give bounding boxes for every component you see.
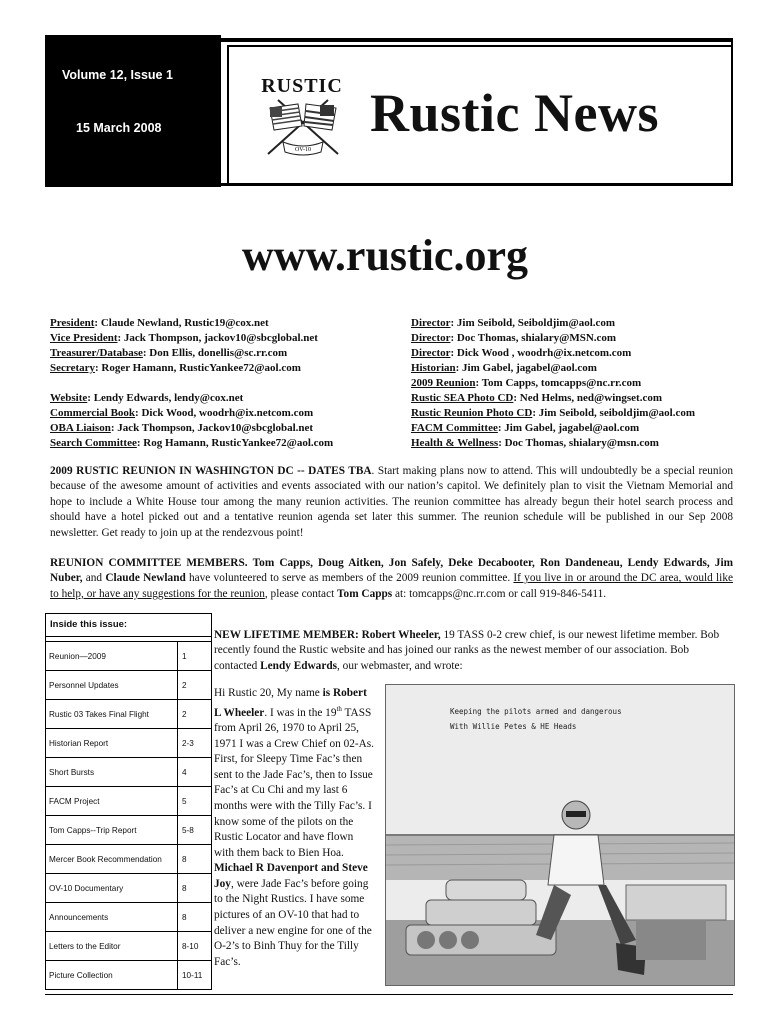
- lifetime-contact: Lendy Edwards: [260, 659, 338, 672]
- masthead-rule: [227, 45, 229, 183]
- toc-page: 2-3: [182, 738, 194, 748]
- officer-role: Secretary: [50, 362, 95, 374]
- toc-row: [46, 642, 211, 671]
- toc-page: 4: [182, 767, 187, 777]
- toc-title: OV-10 Documentary: [46, 874, 178, 902]
- officer-row: [50, 406, 333, 421]
- toc-title: Tom Capps--Trip Report: [46, 816, 178, 844]
- officer-row: [50, 436, 333, 451]
- toc-title: Mercer Book Recommendation: [46, 845, 178, 873]
- officer-contact: : Dick Wood , woodrh@ix.netcom.com: [450, 347, 632, 359]
- toc-page: 8: [182, 883, 187, 893]
- toc-page: 5: [182, 796, 187, 806]
- officer-contact: : Jim Seibold, Seiboldjim@aol.com: [450, 317, 616, 329]
- letter-text: . I was in the 19: [264, 706, 337, 719]
- committee-contact: Tom Capps: [337, 587, 393, 600]
- officer-row: [50, 361, 333, 376]
- letter-pilot-name: Steve Joy: [214, 862, 368, 890]
- letter-text: , were Jade Fac’s before going to the Night Rustics. I have some pictures of an OV-10 that had to deliver a new engine for one of the O-2’s to Binh Thuy for the Tilly Fac’s.: [214, 877, 372, 968]
- officer-role: President: [50, 317, 95, 329]
- officer-role: Vice President: [50, 332, 118, 344]
- officer-contact: : Ned Helms, ned@wingset.com: [513, 392, 663, 404]
- committee-announcement: [50, 556, 733, 602]
- toc-page: 10-11: [182, 970, 203, 980]
- officer-row: [50, 376, 333, 391]
- officer-contact: : Roger Hamann, RusticYankee72@aol.com: [95, 362, 301, 374]
- toc-title: Announcements: [46, 903, 178, 931]
- committee-and: and: [82, 572, 106, 585]
- toc-title: FACM Project: [46, 787, 178, 815]
- toc-row: [46, 787, 211, 816]
- officer-row: [411, 376, 695, 391]
- officer-role: OBA Liaison: [50, 422, 111, 434]
- toc-header: Inside this issue:: [46, 614, 211, 637]
- toc-row: [46, 903, 211, 932]
- toc-row: [46, 874, 211, 903]
- toc-title: Picture Collection: [46, 961, 178, 989]
- officer-row: [50, 316, 333, 331]
- logo-wordmark: RUSTIC: [261, 75, 343, 97]
- toc-page: 1: [182, 651, 187, 661]
- officer-role: Website: [50, 392, 88, 404]
- letter-text: and: [321, 862, 340, 875]
- photo-caption: [450, 704, 622, 734]
- officer-row: [411, 361, 695, 376]
- officer-role: FACM Committee: [411, 422, 498, 434]
- committee-help-request: If you live in or around the DC area, would like to help, or have any suggestions for the reunion: [50, 572, 733, 600]
- officer-contact: : Claude Newland, Rustic19@cox.net: [94, 317, 269, 329]
- volume-issue: Volume 12, Issue 1: [62, 68, 173, 82]
- vietnam-flag-icon: [304, 104, 336, 130]
- officer-role: Director: [411, 332, 451, 344]
- officer-role: Rustic SEA Photo CD: [411, 392, 514, 404]
- committee-text: have volunteered to serve as members of the 2009 reunion committee.: [185, 572, 514, 585]
- svg-text:OV-10: OV-10: [294, 147, 312, 153]
- officer-contact: : Jim Seibold, seiboldjim@aol.com: [532, 407, 696, 419]
- letter-text: Hi Rustic 20, My name: [214, 687, 323, 699]
- toc-page: 2: [182, 680, 187, 690]
- us-flag-icon: [270, 104, 302, 130]
- toc-title: Short Bursts: [46, 758, 178, 786]
- lifetime-text: , our webmaster, and wrote:: [337, 659, 463, 672]
- toc-row: [46, 816, 211, 845]
- officer-role: Health & Wellness: [411, 437, 499, 449]
- committee-name-last: Claude Newland: [105, 572, 186, 585]
- officer-row: [50, 391, 333, 406]
- officer-contact: : Jack Thompson, jackov10@sbcglobal.net: [117, 332, 318, 344]
- masthead-banner: [45, 35, 221, 187]
- officers-list-left: [50, 316, 333, 451]
- reunion-heading: 2009 RUSTIC REUNION IN WASHINGTON DC -- DATES TBA: [50, 465, 372, 477]
- officers-list-right: [411, 316, 695, 451]
- officer-row: [411, 406, 695, 421]
- toc-row: [46, 729, 211, 758]
- lifetime-text: 19 TASS 0-2 crew chief, is our newest lifetime member. Bob recently found the Rustic website and has joined our ranks as the newest member of our association. Bob contacted: [214, 629, 720, 672]
- toc-page: 5-8: [182, 825, 194, 835]
- officer-role: Treasurer/Database: [50, 347, 143, 359]
- officer-role: Director: [411, 347, 451, 359]
- inside-this-issue: [45, 613, 212, 990]
- officer-row: [50, 331, 333, 346]
- reunion-announcement: [50, 464, 733, 541]
- officer-contact: : Jack Thompson, Jackov10@sbcglobal.net: [110, 422, 314, 434]
- toc-title: Reunion—2009: [46, 642, 178, 670]
- masthead-rule: [227, 45, 733, 47]
- officer-contact: : Doc Thomas, shialary@MSN.com: [450, 332, 617, 344]
- officer-contact: : Jim Gabel, jagabel@aol.com: [455, 362, 597, 374]
- officer-contact: : Dick Wood, woodrh@ix.netcom.com: [135, 407, 314, 419]
- toc-title: Historian Report: [46, 729, 178, 757]
- officer-row: [411, 436, 695, 451]
- issue-date: 15 March 2008: [76, 121, 162, 135]
- toc-row: [46, 845, 211, 874]
- officer-role: Search Committee: [50, 437, 137, 449]
- officer-role: Rustic Reunion Photo CD: [411, 407, 533, 419]
- toc-row: [46, 700, 211, 729]
- toc-row: [46, 758, 211, 787]
- officer-row: [411, 346, 695, 361]
- letter-text: is: [322, 687, 331, 699]
- officer-contact: : Lendy Edwards, lendy@cox.net: [87, 392, 244, 404]
- bottom-rule: [45, 994, 733, 995]
- toc-title: Personnel Updates: [46, 671, 178, 699]
- letter-text: TASS from April 26, 1970 to April 25, 1971 I was a Crew Chief on 02-As. First, for Sleepy Time Fac’s then sent to the Jade Fac’s, then to Issue Fac’s at Cu Chi and my last 6 months were with the Tilly Fac’s. I know some of the pilots on the Rustic Locator and have flown with them back to Bien Hoa.: [214, 706, 375, 859]
- committee-contact-info: at: tomcapps@nc.rr.com or call 919-846-5411.: [392, 587, 607, 600]
- officer-role: Historian: [411, 362, 456, 374]
- lifetime-member-paragraph: [214, 628, 733, 674]
- toc-rows: [46, 642, 211, 989]
- letter-author: Robert L Wheeler: [214, 687, 367, 719]
- officer-contact: : Doc Thomas, shialary@msn.com: [498, 437, 659, 449]
- toc-page: 8: [182, 912, 187, 922]
- officer-row: [50, 346, 333, 361]
- committee-names: Tom Capps, Doug Aitken, Jon Safely, Deke Decabooter, Ron Dandeneau, Lendy Edwards, Jim Nuber,: [50, 557, 733, 585]
- letter-superscript: th: [336, 704, 342, 713]
- officer-contact: : Jim Gabel, jagabel@aol.com: [497, 422, 640, 434]
- officer-row: [411, 421, 695, 436]
- toc-title: Rustic 03 Takes Final Flight: [46, 700, 178, 728]
- toc-row: [46, 961, 211, 989]
- reunion-body: . Start making plans now to attend. This will undoubtedly be a special reunion because of the awesome amount of activities and events associated with our nation’s capitol. We definitely plan to visit the Vietnam Memorial and hope to include a White House tour among the many reunion activities. The reunion committee has already begun their hotel search process and should have a hotel picked out and a tentative reunion agenda set later this summer. The reunion schedule will be published in our Sep 2008 newsletter. Get ready to join up at the rendezvous point!: [50, 465, 733, 539]
- toc-title: Letters to the Editor: [46, 932, 178, 960]
- committee-heading: REUNION COMMITTEE MEMBERS.: [50, 557, 248, 569]
- toc-page: 2: [182, 709, 187, 719]
- toc-row: [46, 671, 211, 700]
- officer-row: [411, 316, 695, 331]
- masthead-rule: [221, 183, 733, 186]
- officer-role: Commercial Book: [50, 407, 136, 419]
- photo-caption-line1: Keeping the pilots armed and dangerous: [450, 707, 622, 716]
- officer-row: [50, 421, 333, 436]
- officer-role: 2009 Reunion: [411, 377, 476, 389]
- masthead-rule: [731, 38, 733, 186]
- officer-contact: : Rog Hamann, RusticYankee72@aol.com: [136, 437, 334, 449]
- photo-caption-line2: With Willie Petes & HE Heads: [450, 722, 577, 731]
- toc-page: 8: [182, 854, 187, 864]
- officer-row: [411, 331, 695, 346]
- masthead-rule: [221, 38, 733, 42]
- officer-role: Director: [411, 317, 451, 329]
- officer-contact: : Tom Capps, tomcapps@nc.rr.com: [475, 377, 642, 389]
- toc-row: [46, 932, 211, 961]
- committee-text: , please contact: [264, 587, 338, 600]
- lifetime-heading: NEW LIFETIME MEMBER: Robert Wheeler,: [214, 629, 441, 641]
- officer-contact: : Don Ellis, donellis@sc.rr.com: [142, 347, 288, 359]
- letter-pilot-name: Michael R Davenport: [214, 862, 319, 875]
- member-letter: [214, 686, 376, 970]
- newsletter-title: Rustic News: [370, 83, 659, 143]
- officer-row: [411, 391, 695, 406]
- website-url[interactable]: www.rustic.org: [242, 231, 528, 280]
- toc-page: 8-10: [182, 941, 199, 951]
